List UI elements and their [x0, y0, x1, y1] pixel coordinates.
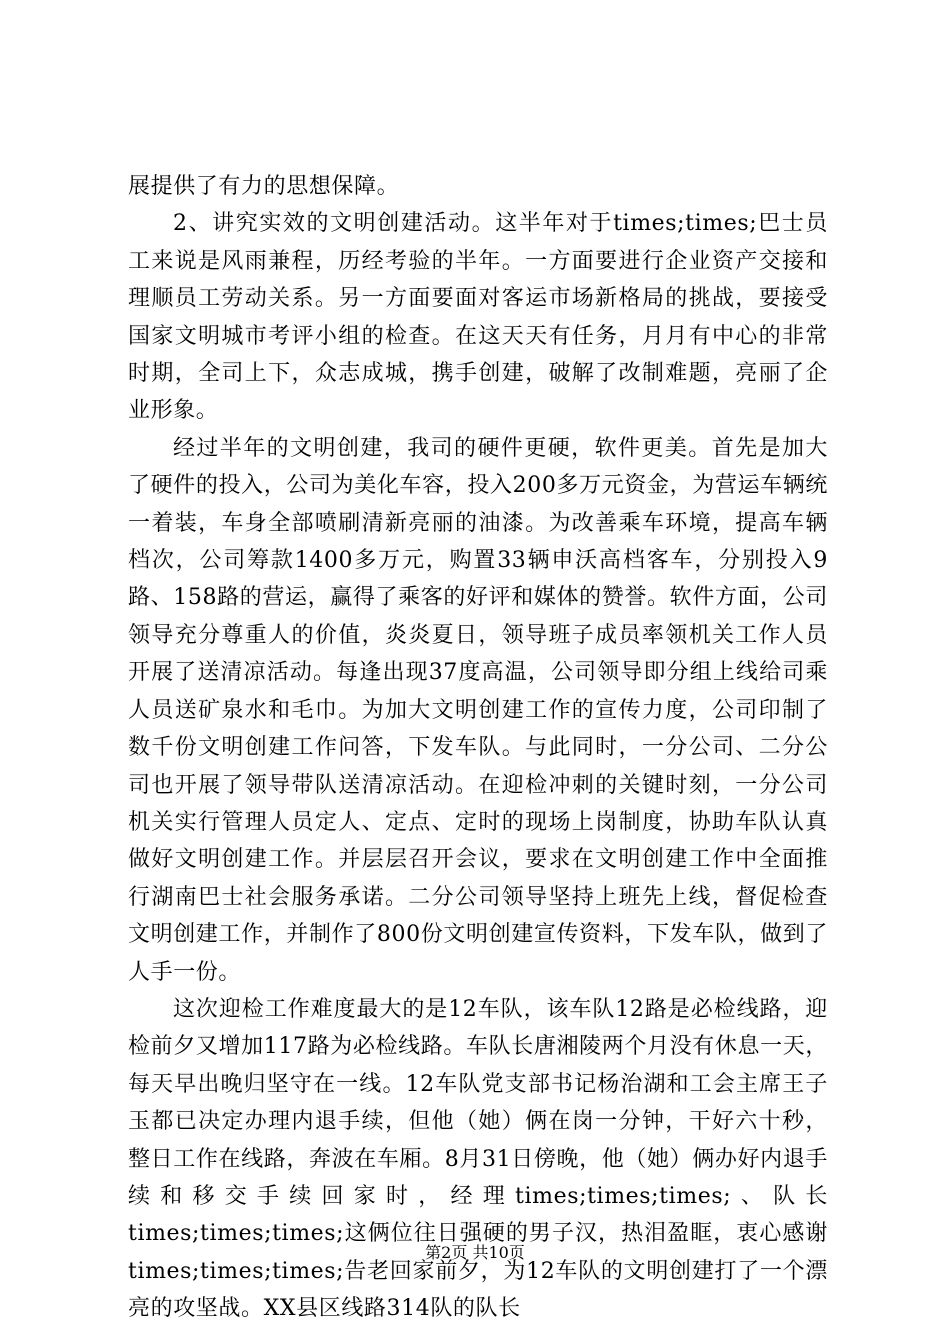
- document-body: [128, 168, 828, 1328]
- paragraph-hardware-software: 经过半年的文明创建，我司的硬件更硬，软件更美。首先是加大了硬件的投入，公司为美化车容，投入200多万元资金，为营运车辆统一着装，车身全部喷刷清新亮丽的油漆。为改善乘车环境，提高车辆档次，公司筹款1400多万元，购置33辆申沃高档客车，分别投入9路、158路的营运，赢得了乘客的好评和媒体的赞誉。软件方面，公司领导充分尊重人的价值，炎炎夏日，领导班子成员率领机关工作人员开展了送清凉活动。每逢出现37度高温，公司领导即分组上线给司乘人员送矿泉水和毛巾。为加大文明创建工作的宣传力度，公司印制了数千份文明创建工作问答，下发车队。与此同时，一分公司、二分公司也开展了领导带队送清凉活动。在迎检冲刺的关键时刻，一分公司机关实行管理人员定人、定点、定时的现场上岗制度，协助车队认真做好文明创建工作。并层层召开会议，要求在文明创建工作中全面推行湖南巴士社会服务承诺。二分公司领导坚持上班先上线，督促检查文明创建工作，并制作了800份文明创建宣传资料，下发车队，做到了人手一份。: [128, 435, 828, 985]
- paragraph-continuation: 展提供了有力的思想保障。: [128, 174, 400, 199]
- paragraph-civilization-activities: 2、讲究实效的文明创建活动。这半年对于times;times;巴士员工来说是风雨兼程，历经考验的半年。一方面要进行企业资产交接和理顺员工劳动关系。另一方面要面对客运市场新格局的挑战，要接受国家文明城市考评小组的检查。在这天天有任务，月月有中心的非常时期，全司上下，众志成城，携手创建，破解了改制难题，亮丽了企业形象。: [128, 211, 828, 424]
- page-footer: 第2页 共10页: [425, 1243, 525, 1262]
- paragraph-team-12: 这次迎检工作难度最大的是12车队，该车队12路是必检线路，迎检前夕又增加117路为必检线路。车队长唐湘陵两个月没有休息一天，每天早出晚归坚守在一线。12车队党支部书记杨治湖和工会主席王子玉都已决定办理内退手续，但他（她）俩在岗一分钟，干好六十秒，整日工作在线路，奔波在车厢。8月31日傍晚，他（她）俩办好内退手续和移交手续回家时，经理times;times;times;、队长times;times;times;这俩位往日强硬的男子汉，热泪盈眶，衷心感谢times;times;times;告老回家前夕，为12车队的文明创建打了一个漂亮的攻坚战。XX县区线路314队的队长: [128, 996, 828, 1322]
